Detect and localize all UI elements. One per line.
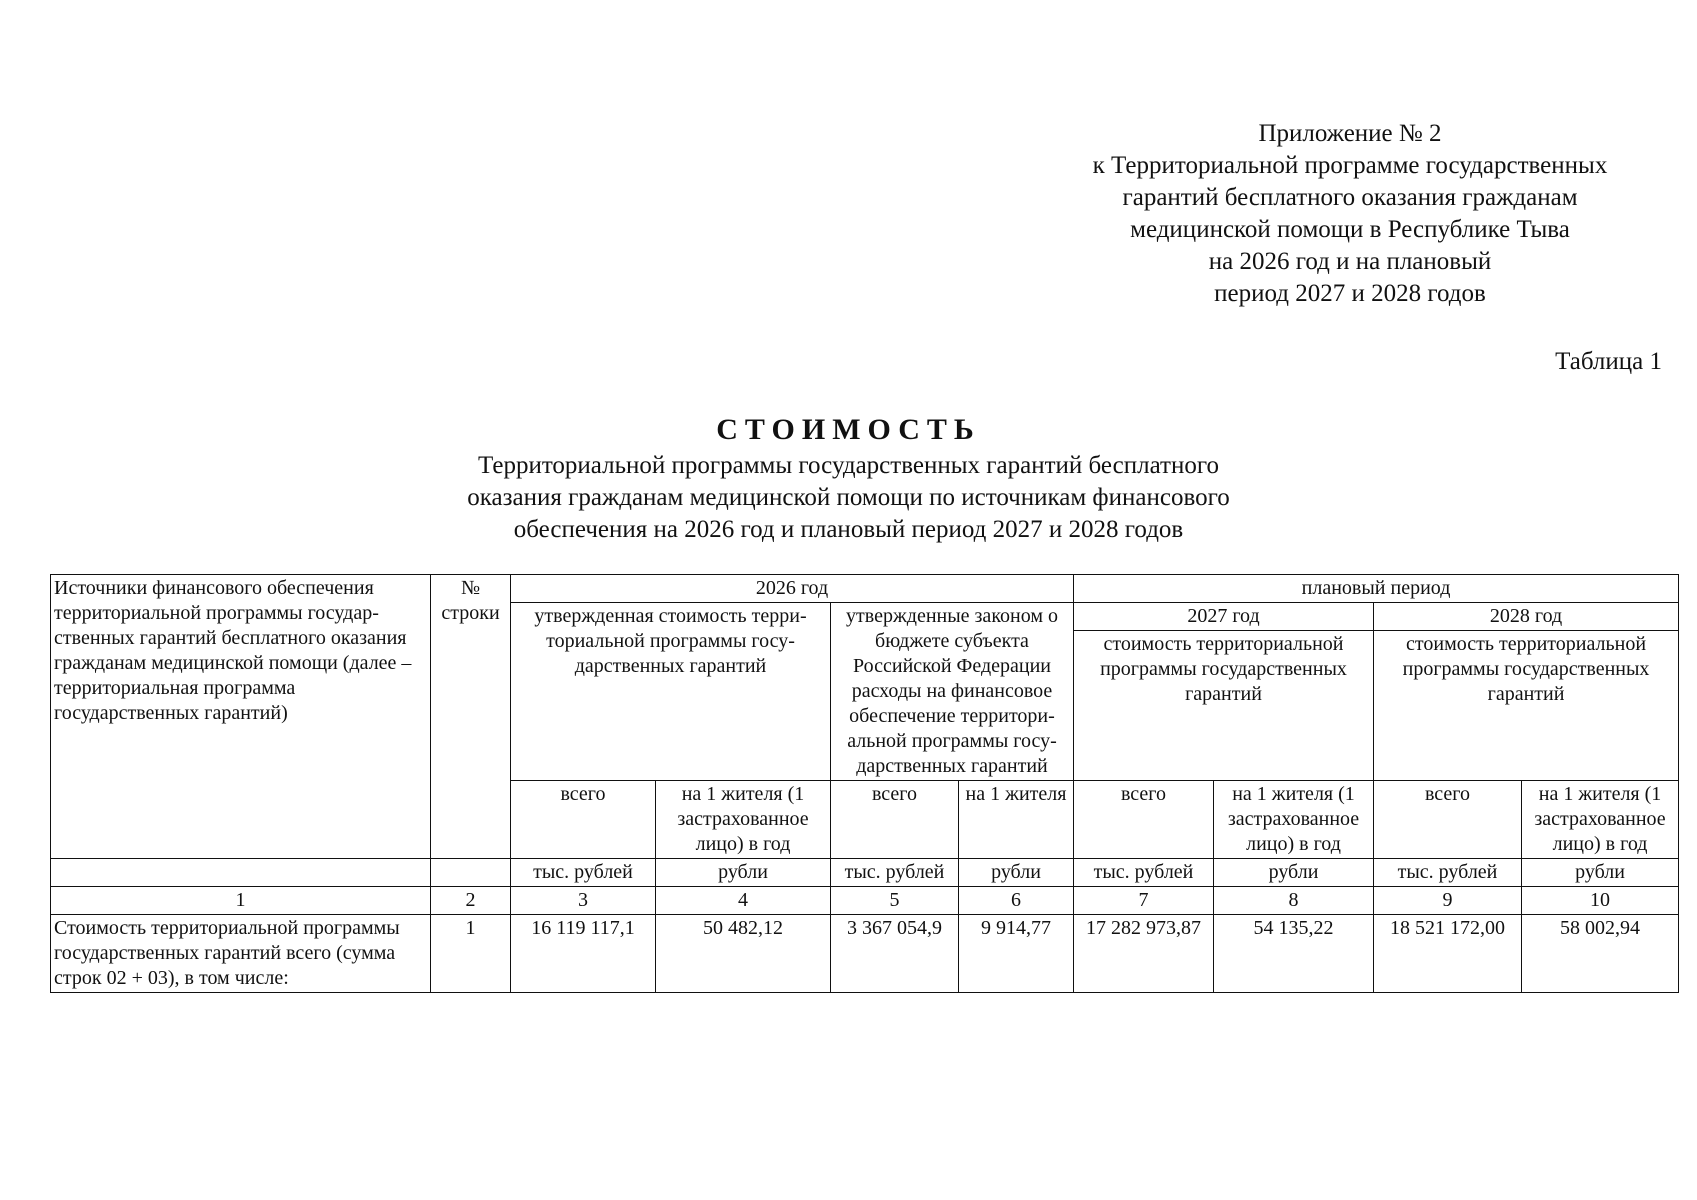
column-number: 5 — [831, 887, 959, 915]
column-number: 7 — [1074, 887, 1214, 915]
row-number: 1 — [431, 915, 511, 993]
header-per-insured: на 1 жителя (1 застрахованное лицо) в год — [656, 781, 831, 859]
column-number: 10 — [1522, 887, 1679, 915]
value-2028-per-insured: 58 002,94 — [1522, 915, 1679, 993]
header-total: всего — [831, 781, 959, 859]
unit-thousand-rub: тыс. рублей — [511, 859, 656, 887]
column-number: 3 — [511, 887, 656, 915]
unit-rub: рубли — [959, 859, 1074, 887]
appendix-line: на 2026 год и на плановый — [1208, 248, 1492, 275]
appendix-line: к Территориальной программе государственных — [1092, 152, 1608, 179]
header-cost-2027: стоимость территориальной программы государственных гарантий — [1074, 631, 1374, 781]
header-year-2026: 2026 год — [511, 575, 1074, 603]
column-number: 4 — [656, 887, 831, 915]
value-2026-total: 16 119 117,1 — [511, 915, 656, 993]
header-per-insured: на 1 жителя (1 застрахованное лицо) в год — [1214, 781, 1374, 859]
unit-thousand-rub: тыс. рублей — [1074, 859, 1214, 887]
unit-thousand-rub: тыс. рублей — [1374, 859, 1522, 887]
header-per-insured: на 1 жителя (1 застрахованное лицо) в год — [1522, 781, 1679, 859]
header-approved-by-law: утвержденные законом о бюджете субъекта Российской Федерации расходы на финансовое обеспечение территориальной программы государственных гарантий — [831, 603, 1074, 781]
header-cost-2028: стоимость территориальной программы государственных гарантий — [1374, 631, 1679, 781]
appendix-line: период 2027 и 2028 годов — [1214, 280, 1486, 307]
document-subtitle — [399, 450, 1299, 546]
value-2026-law-total: 3 367 054,9 — [831, 915, 959, 993]
units-empty — [431, 859, 511, 887]
units-empty — [51, 859, 431, 887]
header-total: всего — [1074, 781, 1214, 859]
column-number: 9 — [1374, 887, 1522, 915]
value-2026-law-per-resident: 9 914,77 — [959, 915, 1074, 993]
unit-rub: рубли — [1214, 859, 1374, 887]
header-row-no: № строки — [431, 575, 511, 859]
appendix-block — [1050, 118, 1650, 310]
appendix-line: Приложение № 2 — [1258, 120, 1442, 147]
document-heading — [0, 412, 1697, 546]
header-sources: Источники финансового обеспечения территориальной программы государственных гарантий бесплатного оказания гражданам медицинской помощи (далее – территориальная программа государственных гарантий) — [51, 575, 431, 859]
value-2027-per-insured: 54 135,22 — [1214, 915, 1374, 993]
header-total: всего — [511, 781, 656, 859]
unit-thousand-rub: тыс. рублей — [831, 859, 959, 887]
unit-rub: рубли — [656, 859, 831, 887]
row-label: Стоимость территориальной программы государственных гарантий всего (сумма строк 02 + 03), в том числе: — [51, 915, 431, 993]
header-planned-period: плановый период — [1074, 575, 1679, 603]
column-number: 6 — [959, 887, 1074, 915]
subtitle-line: оказания гражданам медицинской помощи по источникам финансового — [467, 484, 1230, 511]
appendix-line: медицинской помощи в Республике Тыва — [1130, 216, 1570, 243]
column-number: 1 — [51, 887, 431, 915]
header-row-1 — [51, 575, 1679, 603]
header-approved-cost: утвержденная стоимость территориальной программы государственных гарантий — [511, 603, 831, 781]
appendix-line: гарантий бесплатного оказания гражданам — [1122, 184, 1578, 211]
cost-table — [50, 574, 1679, 993]
document-title: СТОИМОСТЬ — [716, 413, 981, 446]
unit-rub: рубли — [1522, 859, 1679, 887]
header-year-2028: 2028 год — [1374, 603, 1679, 631]
subtitle-line: обеспечения на 2026 год и плановый период 2027 и 2028 годов — [513, 516, 1184, 543]
header-units-row — [51, 859, 1679, 887]
column-numbers-row — [51, 887, 1679, 915]
header-per-resident: на 1 жителя — [959, 781, 1074, 859]
column-number: 2 — [431, 887, 511, 915]
subtitle-line: Территориальной программы государственных гарантий бесплатного — [478, 452, 1219, 479]
value-2027-total: 17 282 973,87 — [1074, 915, 1214, 993]
value-2026-per-insured: 50 482,12 — [656, 915, 831, 993]
value-2028-total: 18 521 172,00 — [1374, 915, 1522, 993]
table-row — [51, 915, 1679, 993]
table-number-label: Таблица 1 — [1555, 348, 1662, 375]
header-year-2027: 2027 год — [1074, 603, 1374, 631]
column-number: 8 — [1214, 887, 1374, 915]
header-total: всего — [1374, 781, 1522, 859]
